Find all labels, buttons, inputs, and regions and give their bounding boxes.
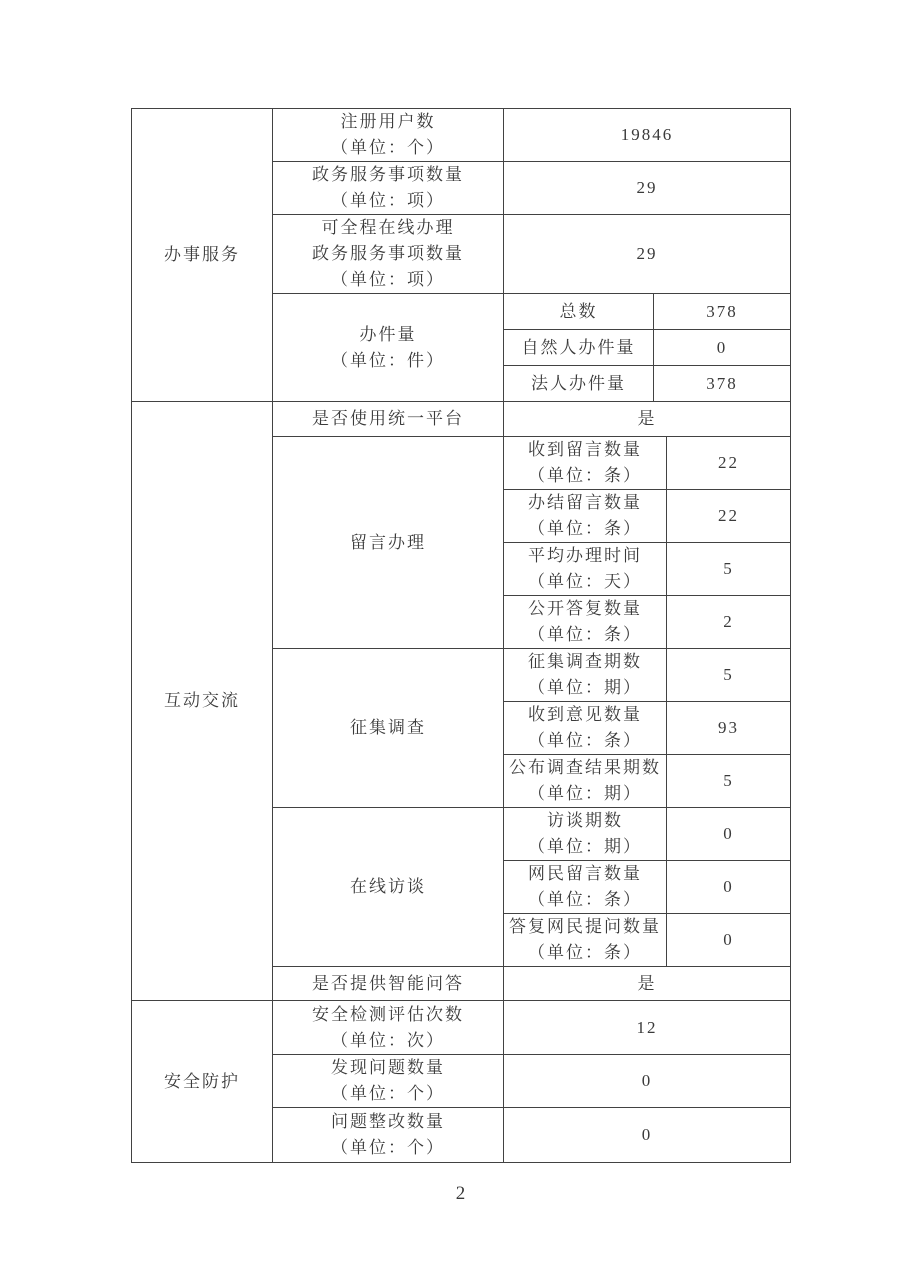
submetric-value-cell-interview-periods — [667, 808, 791, 861]
metric-value-cell-service-items — [504, 162, 791, 215]
group-label-cell-interviews — [273, 808, 504, 967]
submetric-label: 收到意见数量 — [528, 705, 642, 724]
submetric-label: 总数 — [559, 301, 598, 321]
submetric-value: 5 — [723, 771, 734, 790]
metric-value-cell-online-service-items — [504, 215, 791, 294]
submetric-label-cell-netizen-messages — [504, 861, 667, 914]
submetric-label: 自然人办件量 — [521, 337, 636, 357]
metric-value-cell-registered-users — [504, 109, 791, 162]
submetric-value-cell-netizen-messages — [667, 861, 791, 914]
submetric-label: 收到留言数量 — [528, 440, 642, 459]
metric-value-cell-problems-found — [504, 1055, 791, 1108]
submetric-label-cell-messages-resolved — [504, 490, 667, 543]
category-label: 互动交流 — [164, 691, 240, 710]
submetric-label-cell-interview-periods — [504, 808, 667, 861]
submetric-value: 378 — [706, 301, 738, 321]
submetric-value: 0 — [723, 824, 734, 843]
submetric-label-cell-results-published — [504, 755, 667, 808]
group-label: 办件量 — [359, 324, 417, 344]
metric-label-cell-security-checks — [273, 1001, 504, 1055]
submetric-value-cell-results-published — [667, 755, 791, 808]
submetric-label-cell-survey-periods — [504, 649, 667, 702]
submetric-value: 2 — [723, 612, 734, 631]
submetric-label-cell-messages-received — [504, 437, 667, 490]
report-table — [131, 108, 791, 1163]
submetric-value: 0 — [723, 877, 734, 896]
group-label-cell-cases — [273, 294, 504, 402]
submetric-label: 法人办件量 — [531, 373, 626, 393]
metric-label-line2: 政务服务事项数量 — [312, 244, 464, 263]
metric-label-cell-problems-fixed — [273, 1108, 504, 1163]
metric-label: 注册用户数 — [340, 112, 436, 131]
submetric-label: 办结留言数量 — [528, 493, 642, 512]
group-label: 在线访谈 — [350, 877, 426, 896]
metric-label: 安全检测评估次数 — [312, 1004, 464, 1024]
submetric-label-cell-avg-handle-time — [504, 543, 667, 596]
submetric-value-cell-public-replies — [667, 596, 791, 649]
category-cell-security — [132, 1001, 273, 1163]
category-label: 办事服务 — [164, 245, 240, 264]
metric-value-cell-problems-fixed — [504, 1108, 791, 1163]
metric-value: 是 — [637, 409, 657, 428]
metric-label-cell-registered-users — [273, 109, 504, 162]
submetric-label-cell-opinions-received — [504, 702, 667, 755]
submetric-label: 访谈期数 — [547, 811, 623, 830]
submetric-value-cell-messages-resolved — [667, 490, 791, 543]
submetric-label: 公布调查结果期数 — [509, 758, 661, 777]
metric-value: 29 — [636, 244, 658, 263]
submetric-label: 网民留言数量 — [528, 864, 642, 883]
metric-value: 0 — [641, 1125, 653, 1144]
submetric-label: 公开答复数量 — [528, 599, 642, 618]
metric-label: 是否使用统一平台 — [312, 409, 464, 428]
submetric-value-cell-opinions-received — [667, 702, 791, 755]
metric-value: 0 — [641, 1071, 653, 1090]
group-unit: （单位：件） — [331, 350, 445, 370]
metric-unit: （单位：个） — [331, 138, 445, 157]
metric-value-cell-security-checks — [504, 1001, 791, 1055]
submetric-value: 22 — [718, 506, 739, 525]
submetric-label: 答复网民提问数量 — [509, 917, 661, 936]
metric-unit: （单位：次） — [331, 1030, 445, 1050]
submetric-unit: （单位：条） — [528, 466, 642, 485]
category-label: 安全防护 — [164, 1071, 240, 1091]
page-number: 2 — [455, 1183, 466, 1204]
submetric-value-cell-survey-periods — [667, 649, 791, 702]
submetric-value-cell-natural-person — [654, 330, 791, 366]
metric-unit: （单位：项） — [331, 270, 445, 289]
metric-value: 29 — [636, 178, 658, 197]
metric-unit: （单位：个） — [331, 1138, 445, 1157]
submetric-label: 征集调查期数 — [528, 652, 642, 671]
submetric-label-cell-public-replies — [504, 596, 667, 649]
submetric-unit: （单位：条） — [528, 519, 642, 538]
metric-label-cell-service-items — [273, 162, 504, 215]
submetric-unit: （单位：期） — [528, 784, 642, 803]
category-cell-service — [132, 109, 273, 402]
metric-value: 是 — [637, 973, 657, 993]
metric-label-cell-unified-platform — [273, 402, 504, 437]
group-label-cell-surveys — [273, 649, 504, 808]
category-cell-interaction — [132, 402, 273, 1001]
submetric-unit: （单位：条） — [528, 943, 642, 962]
metric-value: 19846 — [620, 125, 674, 144]
submetric-value: 93 — [718, 718, 739, 737]
submetric-label-cell-questions-answered — [504, 914, 667, 967]
submetric-label-cell-legal-person — [504, 366, 654, 402]
metric-value-cell-unified-platform — [504, 402, 791, 437]
submetric-unit: （单位：条） — [528, 625, 642, 644]
submetric-value: 0 — [723, 930, 734, 949]
submetric-unit: （单位：期） — [528, 837, 642, 856]
submetric-unit: （单位：条） — [528, 731, 642, 750]
metric-label-cell-problems-found — [273, 1055, 504, 1108]
metric-label-cell-smart-qa — [273, 967, 504, 1001]
submetric-label-cell-natural-person — [504, 330, 654, 366]
group-label-cell-messages — [273, 437, 504, 649]
group-label: 征集调查 — [350, 718, 426, 737]
submetric-value: 5 — [723, 665, 734, 684]
submetric-unit: （单位：条） — [528, 890, 642, 909]
submetric-value-cell-questions-answered — [667, 914, 791, 967]
submetric-value-cell-total — [654, 294, 791, 330]
submetric-value-cell-legal-person — [654, 366, 791, 402]
metric-label: 政务服务事项数量 — [312, 165, 464, 184]
submetric-value: 378 — [706, 373, 738, 393]
submetric-unit: （单位：天） — [528, 572, 642, 591]
group-label: 留言办理 — [350, 532, 426, 552]
metric-unit: （单位：个） — [331, 1084, 445, 1103]
submetric-value: 22 — [718, 453, 739, 472]
submetric-value-cell-avg-handle-time — [667, 543, 791, 596]
metric-label: 发现问题数量 — [331, 1058, 445, 1077]
metric-label: 问题整改数量 — [331, 1112, 445, 1131]
submetric-value: 0 — [716, 337, 728, 357]
metric-unit: （单位：项） — [331, 191, 445, 210]
metric-value: 12 — [636, 1017, 658, 1037]
metric-label-line1: 可全程在线办理 — [321, 218, 455, 237]
submetric-unit: （单位：期） — [528, 678, 642, 697]
submetric-value-cell-messages-received — [667, 437, 791, 490]
metric-value-cell-smart-qa — [504, 967, 791, 1001]
submetric-label: 平均办理时间 — [528, 546, 642, 565]
submetric-label-cell-total — [504, 294, 654, 330]
metric-label: 是否提供智能问答 — [312, 973, 464, 993]
submetric-value: 5 — [723, 559, 734, 578]
metric-label-cell-online-service-items — [273, 215, 504, 294]
